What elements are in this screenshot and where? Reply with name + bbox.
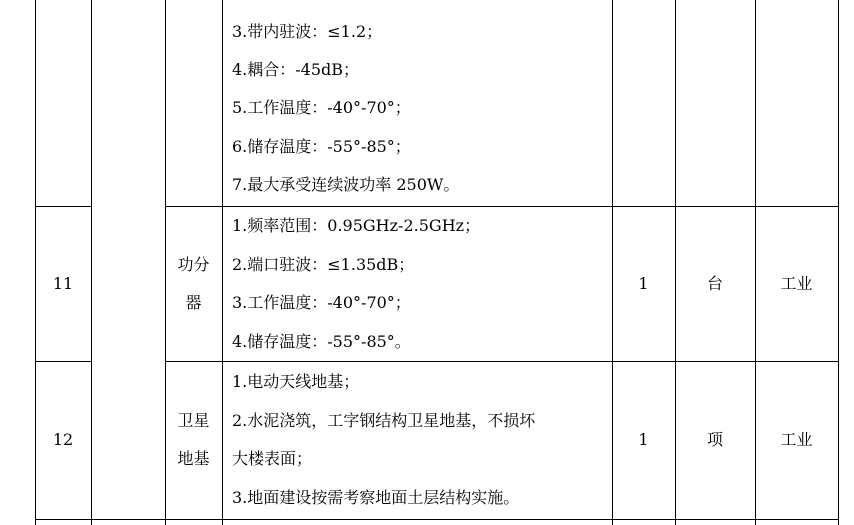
spec-line: 6.储存温度：-55°-85°；: [232, 137, 411, 156]
spec-line: 3.带内驻波：≤1.2；: [232, 22, 383, 41]
spec-line: 4.储存温度：-55°-85°。: [232, 332, 411, 351]
row-number: 11: [52, 274, 74, 293]
row-number: 12: [52, 430, 74, 449]
spec-line: 5.工作温度：-40°-70°；: [232, 98, 411, 117]
spec-line: 3.地面建设按需考察地面土层结构实施。: [232, 488, 520, 507]
row-border-e: [35, 519, 839, 520]
row-border-a: [35, 206, 91, 207]
col-border-4: [222, 0, 223, 525]
col-border-8: [838, 0, 839, 525]
item-name-line: 地基: [177, 449, 210, 468]
item-name-line: 器: [185, 293, 202, 312]
unit: 项: [706, 430, 723, 449]
row-border-b: [165, 206, 839, 207]
item-name-line: 功分: [177, 255, 210, 274]
row-border-c: [35, 361, 91, 362]
spec-line: 2.端口驻波：≤1.35dB；: [232, 255, 415, 274]
row-border-d: [165, 361, 839, 362]
quantity: 1: [638, 274, 649, 293]
spec-line: 2.水泥浇筑，工字钢结构卫星地基，不损坏: [232, 411, 536, 430]
grade: 工业: [780, 430, 813, 449]
item-name-line: 卫星: [177, 411, 210, 430]
spec-line: 大楼表面；: [232, 449, 313, 468]
spec-line: 3.工作温度：-40°-70°；: [232, 293, 411, 312]
quantity: 1: [638, 430, 649, 449]
grade: 工业: [780, 274, 813, 293]
spec-line: 1.电动天线地基；: [232, 372, 360, 391]
spec-line: 7.最大承受连续波功率 250W。: [232, 175, 460, 194]
spec-line: 1.频率范围：0.95GHz-2.5GHz；: [232, 216, 481, 235]
col-border-2: [91, 0, 92, 525]
spec-line: 4.耦合：-45dB；: [232, 60, 360, 79]
unit: 台: [706, 274, 723, 293]
